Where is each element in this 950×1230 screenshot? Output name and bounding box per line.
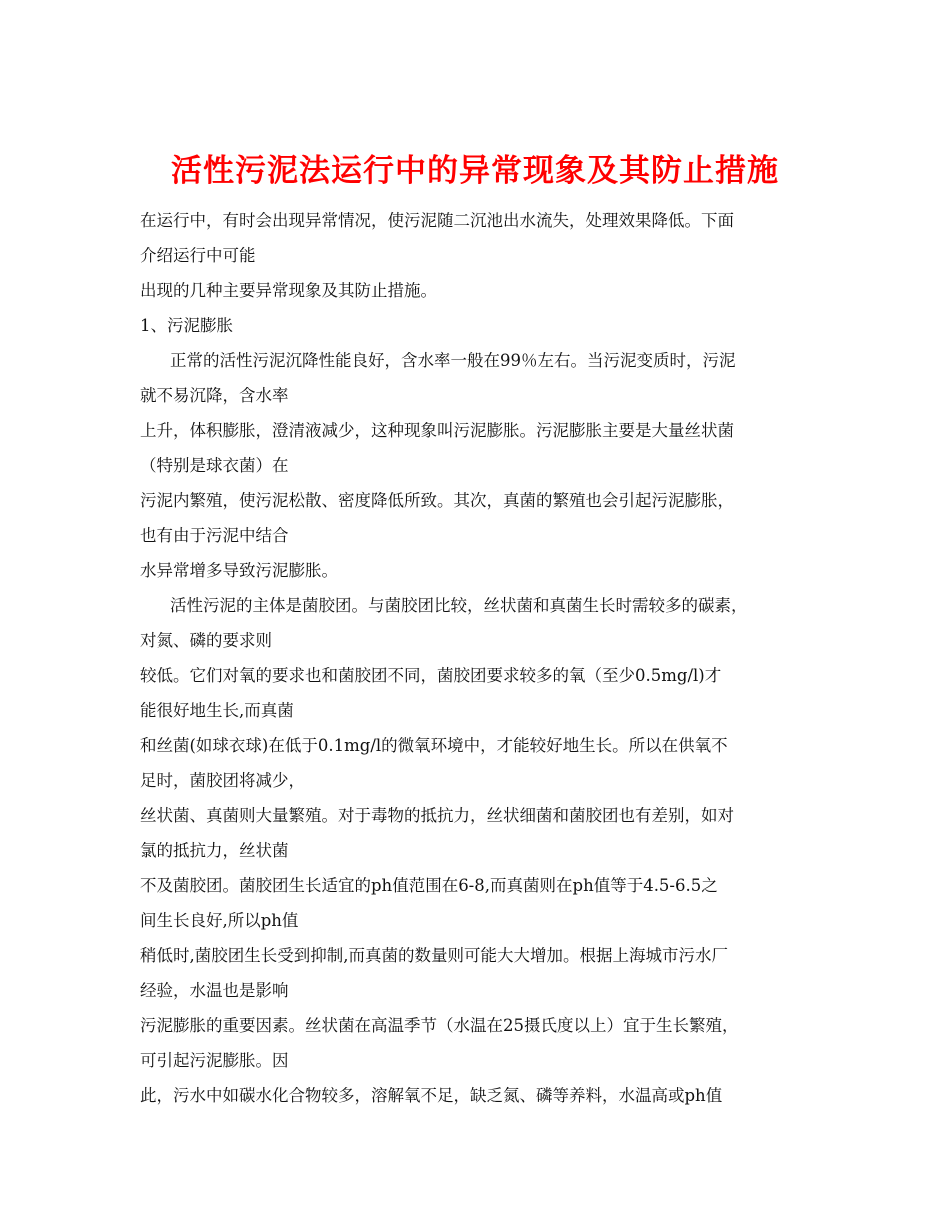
body-line: 氯的抵抗力，丝状菌: [140, 841, 289, 860]
document-title: 活性污泥法运行中的异常现象及其防止措施: [171, 152, 779, 189]
body-line: 也有由于污泥中结合: [140, 526, 289, 545]
body-line: 此，污水中如碳水化合物较多，溶解氧不足，缺乏氮、磷等养料，水温高或ph值: [140, 1086, 723, 1105]
body-line: 水异常增多导致污泥膨胀。: [140, 561, 338, 580]
body-line: 对氮、磷的要求则: [140, 631, 272, 650]
body-line: 足时，菌胶团将减少，: [140, 771, 305, 790]
body-line: 丝状菌、真菌则大量繁殖。对于毒物的抵抗力，丝状细菌和菌胶团也有差别，如对: [140, 806, 734, 825]
body-line: 和丝菌(如球衣球)在低于0.1mg/l的微氧环境中，才能较好地生长。所以在供氧不: [140, 736, 728, 755]
body-line: 就不易沉降，含水率: [140, 386, 289, 405]
body-line: 在运行中，有时会出现异常情况，使污泥随二沉池出水流失，处理效果降低。下面: [140, 211, 734, 230]
body-line: 稍低时,菌胶团生长受到抑制,而真菌的数量则可能大大增加。根据上海城市污水厂: [140, 946, 728, 965]
body-line: 上升，体积膨胀，澄清液减少，这种现象叫污泥膨胀。污泥膨胀主要是大量丝状菌: [140, 421, 734, 440]
document-body: [140, 203, 830, 1113]
body-line: 间生长良好,所以ph值: [140, 911, 299, 930]
body-line: 出现的几种主要异常现象及其防止措施。: [140, 281, 437, 300]
body-line: 污泥内繁殖，使污泥松散、密度降低所致。其次，真菌的繁殖也会引起污泥膨胀，: [140, 491, 734, 510]
body-line: （特别是球衣菌）在: [140, 456, 289, 475]
body-line: 经验，水温也是影响: [140, 981, 289, 1000]
section-heading: 1、污泥膨胀: [140, 316, 233, 335]
body-line: 活性污泥的主体是菌胶团。与菌胶团比较，丝状菌和真菌生长时需较多的碳素，: [170, 596, 748, 615]
body-line: 污泥膨胀的重要因素。丝状菌在高温季节（水温在25摄氏度以上）宜于生长繁殖，: [140, 1016, 739, 1035]
body-line: 较低。它们对氧的要求也和菌胶团不同，菌胶团要求较多的氧（至少0.5mg/l)才: [140, 666, 722, 685]
body-line: 可引起污泥膨胀。因: [140, 1051, 289, 1070]
body-line: 能很好地生长,而真菌: [140, 701, 294, 720]
body-line: 正常的活性污泥沉降性能良好，含水率一般在99％左右。当污泥变质时，污泥: [170, 351, 736, 370]
body-line: 介绍运行中可能: [140, 246, 256, 265]
body-line: 不及菌胶团。菌胶团生长适宜的ph值范围在6-8,而真菌则在ph值等于4.5-6.5之: [140, 876, 718, 895]
